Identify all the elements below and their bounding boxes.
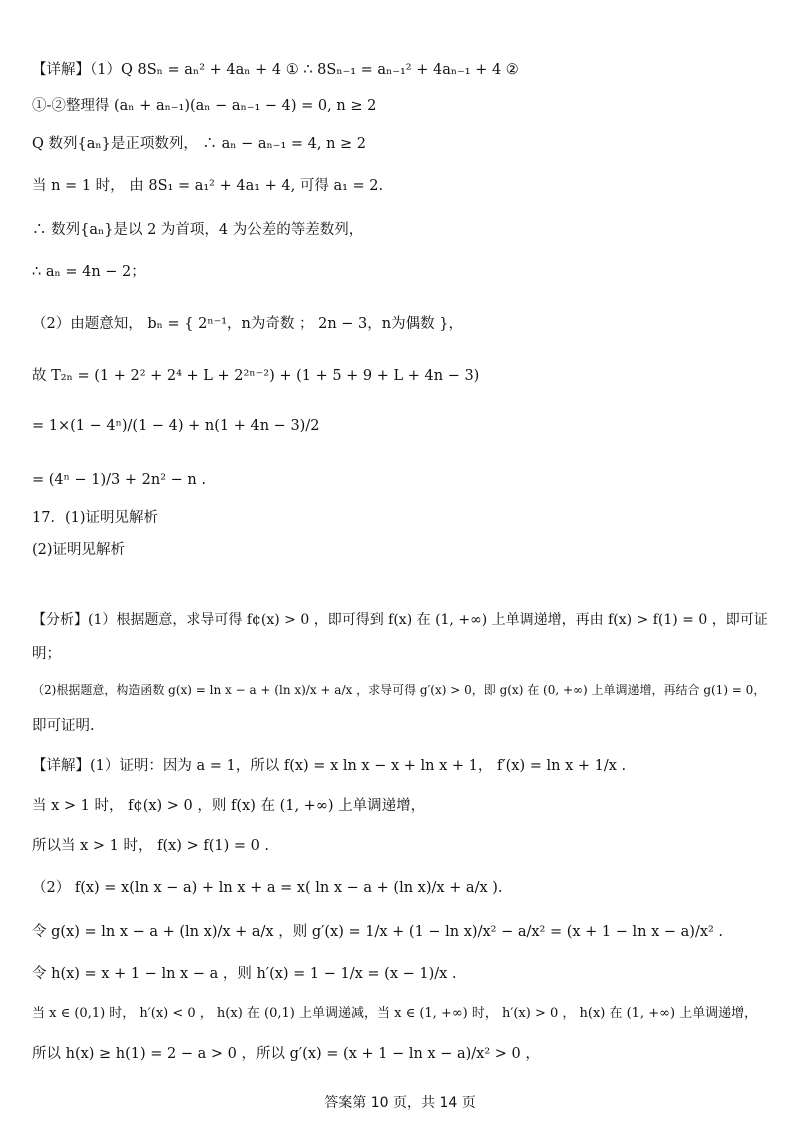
text-line-21: 令 g(x) = ln x − a + (ln x)/x + a/x ，则 g′(x) = 1/x + (1 − ln x)/x² − a/x² = (x + 1 − ln x − a)/x² . [32,924,724,940]
text-line-22: 令 h(x) = x + 1 − ln x − a ，则 h′(x) = 1 − 1/x = (x − 1)/x . [32,966,457,982]
text-line-20: （2） f(x) = x(ln x − a) + ln x + a = x( ln x − a + (ln x)/x + a/x ). [32,880,503,896]
text-line-19: 所以当 x > 1 时， f(x) > f(1) = 0 . [32,838,270,854]
text-line-6: ∴ aₙ = 4n − 2； [32,264,146,280]
text-line-11: 17．(1)证明见解析 [32,510,158,526]
text-line-18: 当 x > 1 时， f¢(x) > 0 ，则 f(x) 在 (1, +∞) 上单调递增， [32,798,426,814]
text-line-2: ①-②整理得 (aₙ + aₙ₋₁)(aₙ − aₙ₋₁ − 4) = 0, n ≥ 2 [32,98,377,114]
text-line-3: Q 数列{aₙ}是正项数列， ∴ aₙ − aₙ₋₁ = 4, n ≥ 2 [32,136,366,152]
text-line-9: = 1×(1 − 4ⁿ)/(1 − 4) + n(1 + 4n − 3)/2 [32,418,320,434]
text-line-14: 明； [32,646,61,662]
text-line-5: ∴ 数列{aₙ}是以 2 为首项，4 为公差的等差数列， [32,222,364,238]
text-line-15: （2)根据题意，构造函数 g(x) = ln x − a + (ln x)/x + a/x ，求导可得 g′(x) > 0，即 g(x) 在 (0, +∞) 上单调递增，再结合 g(1) = 0， [32,683,766,697]
page-number-footer: 答案第 10 页，共 14 页 [324,1095,476,1111]
text-line-4: 当 n = 1 时， 由 8S₁ = a₁² + 4a₁ + 4, 可得 a₁ = 2. [32,178,384,194]
text-line-10: = (4ⁿ − 1)/3 + 2n² − n . [32,472,206,488]
text-line-8: 故 T₂ₙ = (1 + 2² + 2⁴ + L + 2²ⁿ⁻²) + (1 + 5 + 9 + L + 4n − 3) [32,368,480,384]
text-line-16: 即可证明. [32,718,95,734]
text-line-12: (2)证明见解析 [32,542,126,558]
text-line-24: 所以 h(x) ≥ h(1) = 2 − a > 0 ，所以 g′(x) = (x + 1 − ln x − a)/x² > 0 ， [32,1046,540,1062]
text-line-17: 【详解】(1）证明：因为 a = 1，所以 f(x) = x ln x − x + ln x + 1， f′(x) = ln x + 1/x . [32,758,627,774]
text-line-7: （2）由题意知， bₙ = { 2ⁿ⁻¹，n为奇数 ； 2n − 3，n为偶数 }， [32,316,463,332]
text-line-1: 【详解】（1）Q 8Sₙ = aₙ² + 4aₙ + 4 ① ∴ 8Sₙ₋₁ = aₙ₋₁² + 4aₙ₋₁ + 4 ② [32,62,519,78]
text-line-23: 当 x ∈ (0,1) 时， h′(x) < 0 ， h(x) 在 (0,1) 上单调递减，当 x ∈ (1, +∞) 时， h′(x) > 0 ， h(x) 在 (1, +∞) 上单调递增， [32,1006,758,1021]
text-line-13: 【分析】(1）根据题意，求导可得 f¢(x) > 0 ，即可得到 f(x) 在 (1, +∞) 上单调递增，再由 f(x) > f(1) = 0 ，即可证 [32,612,768,628]
